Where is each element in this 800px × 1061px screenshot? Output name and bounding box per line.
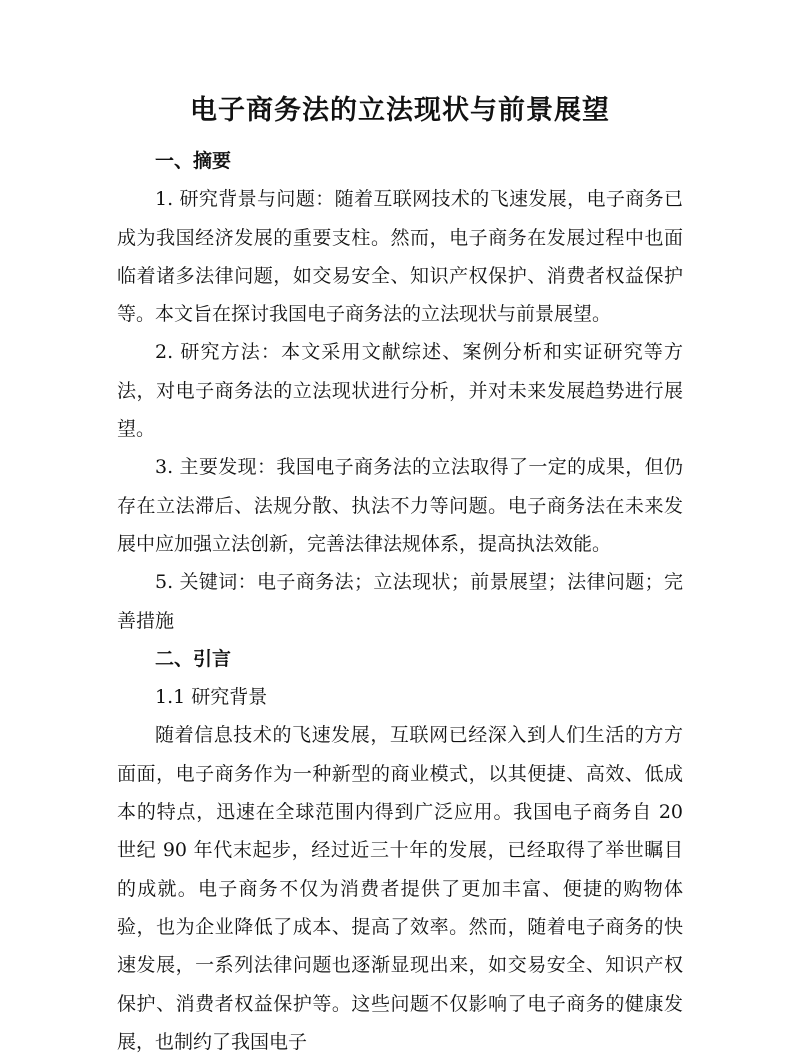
abstract-item-findings: 3. 主要发现：我国电子商务法的立法取得了一定的成果，但仍存在立法滞后、法规分散、执法不力等问题。电子商务法在未来发展中应加强立法创新，完善法律法规体系，提高执法效能。	[117, 456, 683, 555]
abstract-item-keywords: 5. 关键词：电子商务法；立法现状；前景展望；法律问题；完善措施	[117, 571, 683, 632]
section-heading-abstract: 一、摘要	[155, 150, 232, 172]
abstract-item-methods: 2. 研究方法：本文采用文献综述、案例分析和实证研究等方法，对电子商务法的立法现状进行分析，并对未来发展趋势进行展望。	[117, 341, 683, 441]
subsection-heading-research-background: 1.1 研究背景	[155, 686, 268, 709]
introduction-paragraph: 随着信息技术的飞速发展，互联网已经深入到人们生活的方方面面，电子商务作为一种新型的商业模式，以其便捷、高效、低成本的特点，迅速在全球范围内得到广泛应用。我国电子商务自 20 世纪 90 年代末起步，经过近三十年的发展，已经取得了举世瞩目的成就。电子商务不仅为消费者提供了更加丰富、便捷的购物体验，也为企业降低了成本、提高了效率。然而，随着电子商务的快速发展，一系列法律问题也逐渐显现出来，如交易安全、知识产权保护、消费者权益保护等。这些问题不仅影响了电子商务的健康发展，也制约了我国电子	[117, 724, 683, 1053]
document-title: 电子商务法的立法现状与前景展望	[190, 95, 610, 126]
section-heading-introduction: 二、引言	[155, 647, 232, 670]
document-body	[117, 142, 683, 1061]
abstract-item-background: 1. 研究背景与问题：随着互联网技术的飞速发展，电子商务已成为我国经济发展的重要支柱。然而，电子商务在发展过程中也面临着诸多法律问题，如交易安全、知识产权保护、消费者权益保护等。本文旨在探讨我国电子商务法的立法现状与前景展望。	[117, 188, 683, 326]
